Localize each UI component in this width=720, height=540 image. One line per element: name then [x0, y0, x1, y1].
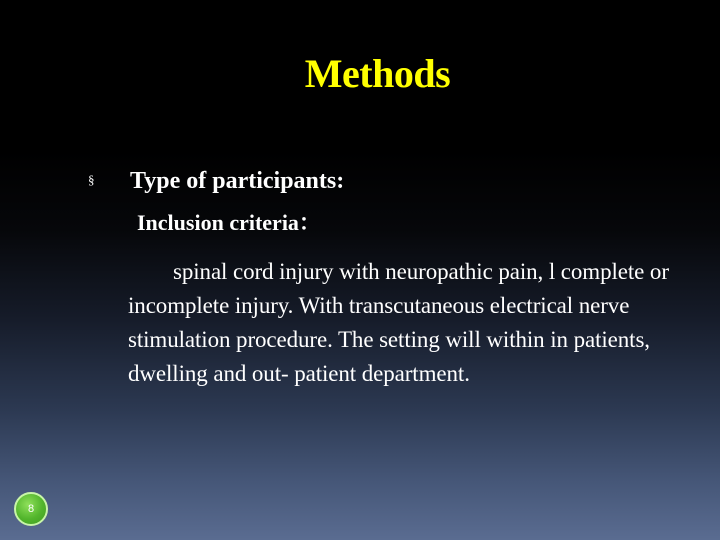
section-heading: Type of participants:: [130, 168, 345, 194]
slide-title: Methods: [304, 51, 451, 96]
bullet-icon: §: [88, 172, 95, 187]
body-paragraph: spinal cord injury with neuropathic pain, l complete or incomplete injury. With transcutaneous electrical nerve stimulation procedure. The setting will within in patients, dwelling and out- patient department.: [128, 259, 669, 386]
section-subheading: Inclusion criteria：: [137, 210, 321, 235]
page-number-badge: 8: [14, 492, 48, 526]
